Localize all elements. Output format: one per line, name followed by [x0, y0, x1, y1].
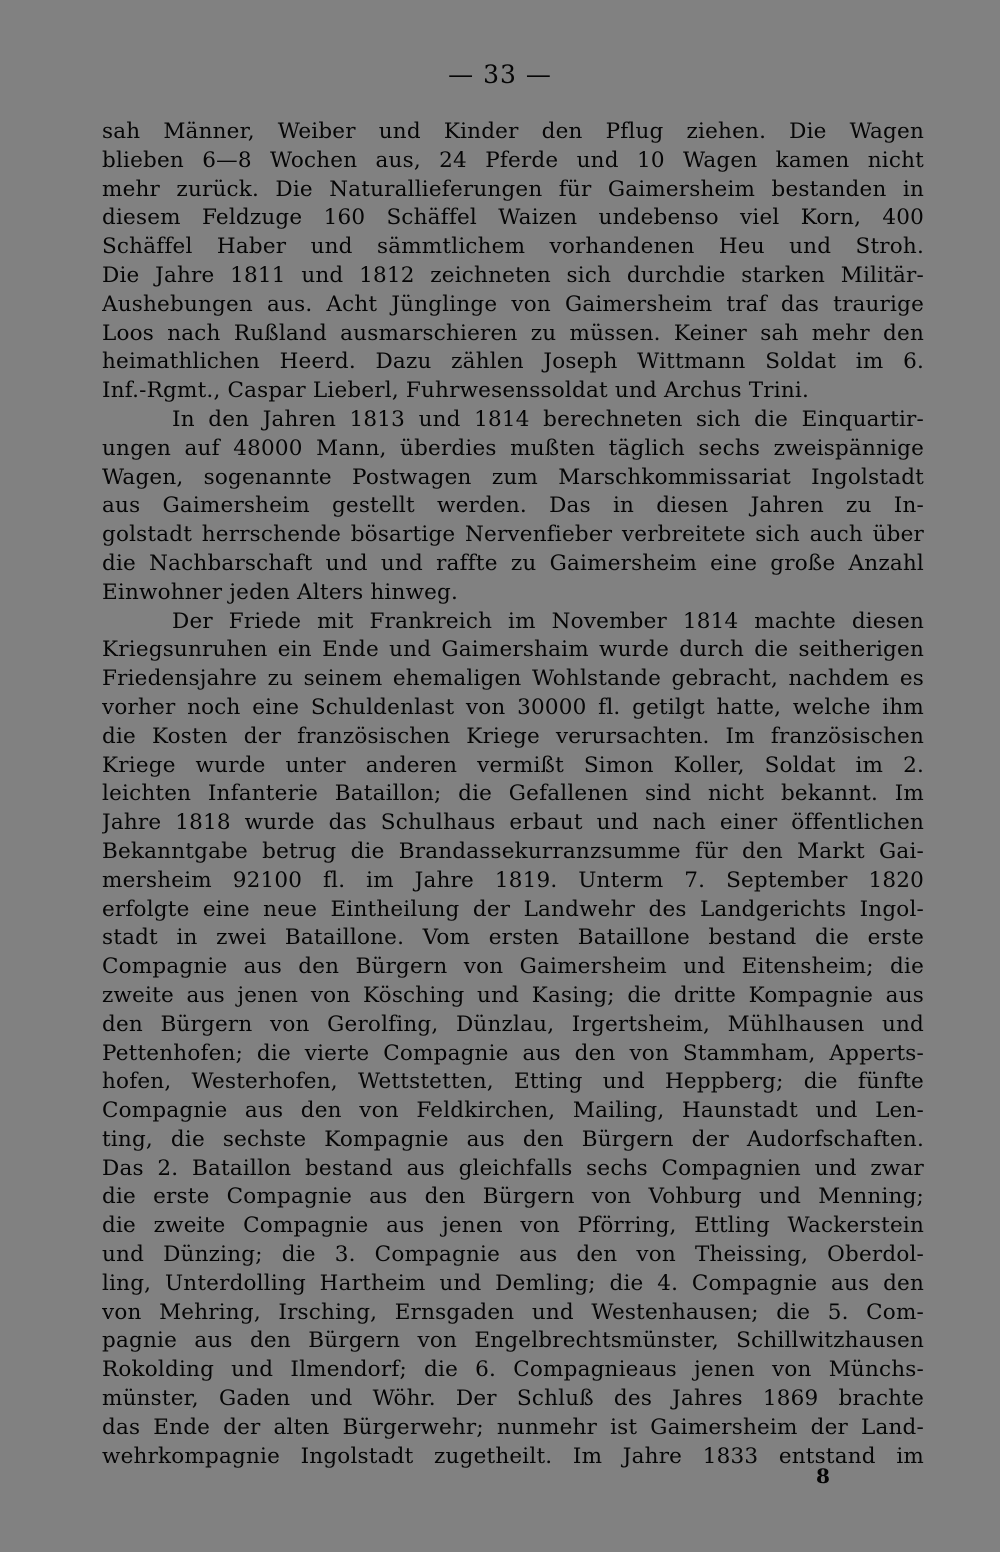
- text-line: die erste Compagnie aus den Bürgern von Vohburg und Menning;: [102, 1184, 924, 1210]
- text-line: erfolgte eine neue Eintheilung der Landwehr des Landgerichts Ingol-: [102, 896, 924, 922]
- text-line: Die Jahre 1811 und 1812 zeichneten sich durchdie starken Militär-: [102, 262, 924, 288]
- text-line: heimathlichen Heerd. Dazu zählen Joseph Wittmann Soldat im 6.: [102, 349, 924, 375]
- text-line: ling, Unterdolling Hartheim und Demling; die 4. Compagnie aus den: [102, 1270, 924, 1296]
- text-line: Pettenhofen; die vierte Compagnie aus den von Stammham, Apperts-: [102, 1040, 924, 1066]
- text-line: Bekanntgabe betrug die Brandassekurranzsumme für den Markt Gai-: [102, 838, 924, 864]
- text-line: ting, die sechste Kompagnie aus den Bürgern der Audorfschaften.: [102, 1126, 924, 1152]
- text-line: Der Friede mit Frankreich im November 1814 machte diesen: [172, 608, 924, 634]
- text-line: Loos nach Rußland ausmarschieren zu müssen. Keiner sah mehr den: [102, 320, 924, 346]
- text-line: hofen, Westerhofen, Wettstetten, Etting und Heppberg; die fünfte: [102, 1069, 924, 1095]
- text-line: Jahre 1818 wurde das Schulhaus erbaut und nach einer öffentlichen: [102, 810, 924, 836]
- text-line: Kriege wurde unter anderen vermißt Simon Koller, Soldat im 2.: [102, 752, 924, 778]
- text-line: Friedensjahre zu seinem ehemaligen Wohlstande gebracht, nachdem es: [102, 666, 924, 692]
- text-line: blieben 6—8 Wochen aus, 24 Pferde und 10 Wagen kamen nicht: [102, 147, 924, 173]
- text-line: zweite aus jenen von Kösching und Kasing; die dritte Kompagnie aus: [102, 982, 924, 1008]
- text-line: mersheim 92100 fl. im Jahre 1819. Unterm 7. September 1820: [102, 867, 924, 893]
- text-line: und Dünzing; die 3. Compagnie aus den von Theissing, Oberdol-: [102, 1242, 924, 1268]
- text-line: Einwohner jeden Alters hinweg.: [102, 579, 459, 605]
- text-line: wehrkompagnie Ingolstadt zugetheilt. Im Jahre 1833 entstand im: [102, 1443, 924, 1469]
- text-line: aus Gaimersheim gestellt werden. Das in diesen Jahren zu In-: [102, 493, 924, 519]
- text-line: Schäffel Haber und sämmtlichem vorhandenen Heu und Stroh.: [102, 234, 924, 260]
- text-line: stadt in zwei Bataillone. Vom ersten Bataillone bestand die erste: [102, 925, 924, 951]
- text-line: Aushebungen aus. Acht Jünglinge von Gaimersheim traf das traurige: [102, 291, 924, 317]
- text-line: leichten Infanterie Bataillon; die Gefallenen sind nicht bekannt. Im: [102, 781, 924, 807]
- text-line: Kriegsunruhen ein Ende und Gaimershaim wurde durch die seitherigen: [102, 637, 924, 663]
- text-line: die Nachbarschaft und und raffte zu Gaimersheim eine große Anzahl: [102, 550, 924, 576]
- text-line: diesem Feldzuge 160 Schäffel Waizen undebenso viel Korn, 400: [102, 205, 924, 231]
- text-line: die zweite Compagnie aus jenen von Pförring, Ettling Wackerstein: [102, 1213, 924, 1239]
- text-line: das Ende der alten Bürgerwehr; nunmehr ist Gaimersheim der Land-: [102, 1414, 924, 1440]
- text-line: münster, Gaden und Wöhr. Der Schluß des Jahres 1869 brachte: [102, 1386, 924, 1412]
- text-line: In den Jahren 1813 und 1814 berechneten sich die Einquartir-: [172, 406, 924, 432]
- text-line: die Kosten der französischen Kriege verursachten. Im französischen: [102, 723, 924, 749]
- text-line: golstadt herrschende bösartige Nervenfieber verbreitete sich auch über: [102, 522, 924, 548]
- text-line: von Mehring, Irsching, Ernsgaden und Westenhausen; die 5. Com-: [102, 1299, 924, 1325]
- text-line: den Bürgern von Gerolfing, Dünzlau, Irgertsheim, Mühlhausen und: [102, 1011, 924, 1037]
- text-line: Das 2. Bataillon bestand aus gleichfalls sechs Compagnien und zwar: [102, 1155, 924, 1181]
- text-line: sah Männer, Weiber und Kinder den Pflug ziehen. Die Wagen: [102, 119, 924, 144]
- text-line: Rokolding und Ilmendorf; die 6. Compagnieaus jenen von Münchs-: [102, 1357, 924, 1383]
- text-line: Wagen, sogenannte Postwagen zum Marschkommissariat Ingolstadt: [102, 464, 924, 490]
- text-line: Inf.-Rgmt., Caspar Lieberl, Fuhrwesenssoldat und Archus Trini.: [102, 378, 810, 404]
- text-line: mehr zurück. Die Naturallieferungen für Gaimersheim bestanden in: [102, 176, 924, 202]
- printer-signature-mark: 8: [816, 1464, 830, 1488]
- text-line: pagnie aus den Bürgern von Engelbrechtsmünster, Schillwitzhausen: [102, 1328, 924, 1354]
- text-line: Compagnie aus den Bürgern von Gaimersheim und Eitensheim; die: [102, 954, 924, 980]
- text-line: ungen auf 48000 Mann, überdies mußten täglich sechs zweispännige: [102, 435, 924, 461]
- page-number: — 33 —: [448, 60, 552, 89]
- body-text: [102, 118, 924, 1471]
- text-line: Compagnie aus den von Feldkirchen, Mailing, Haunstadt und Len-: [102, 1098, 924, 1124]
- text-line: vorher noch eine Schuldenlast von 30000 fl. getilgt hatte, welche ihm: [102, 694, 924, 720]
